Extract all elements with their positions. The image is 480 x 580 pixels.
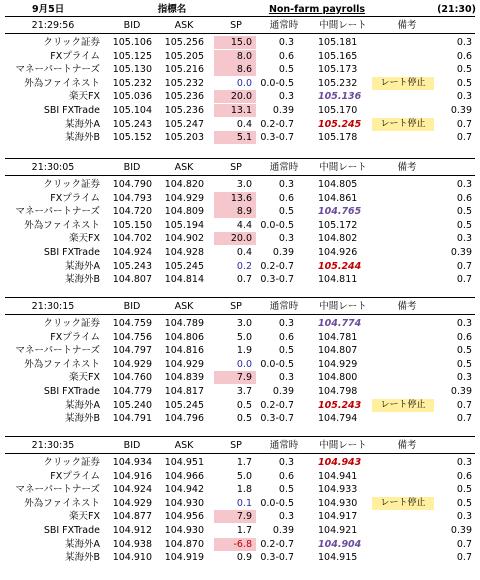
row-mid: 104.781 (318, 331, 358, 343)
row-name: 楽天FX (69, 372, 100, 384)
row-normal: 0.3 (278, 91, 294, 103)
row-mid: 104.805 (318, 179, 358, 190)
row-normal: 0.3-0.7 (260, 552, 294, 564)
row-right-spread: 0.39 (450, 105, 472, 116)
column-header-bid: BID (123, 162, 141, 173)
row-right-spread: 0.39 (450, 525, 472, 536)
row-bid: 104.929 (112, 497, 152, 509)
row-normal: 0.3 (278, 37, 294, 48)
row-sp: 3.0 (236, 318, 252, 329)
row-bid: 104.756 (112, 331, 152, 343)
row-name: FXプライム (50, 470, 100, 482)
row-bid: 105.243 (112, 260, 152, 272)
row-normal: 0.39 (272, 247, 294, 258)
row-mid: 104.930 (318, 497, 358, 509)
row-bid: 104.791 (112, 413, 152, 425)
column-header-mid: 中間レート (319, 20, 367, 31)
row-mid: 104.800 (318, 372, 358, 384)
row-bid: 105.232 (112, 77, 152, 89)
row-right-spread: 0.5 (456, 484, 472, 496)
row-ask: 104.816 (164, 345, 204, 357)
row-right-spread: 0.6 (456, 50, 472, 62)
row-bid: 105.036 (112, 91, 152, 103)
row-mid: 105.232 (318, 77, 358, 89)
row-mid: 104.861 (318, 192, 358, 204)
row-normal: 0.2-0.7 (260, 399, 294, 411)
row-right-spread: 0.5 (456, 206, 472, 218)
row-sp: 7.9 (214, 371, 256, 384)
row-bid: 104.797 (112, 345, 152, 357)
row-normal: 0.2-0.7 (260, 118, 294, 130)
row-sp: 0.4 (236, 118, 252, 130)
row-ask: 104.809 (164, 206, 204, 218)
row-bid: 104.790 (112, 179, 152, 190)
header-rule (5, 314, 475, 315)
column-header-note: 備考 (397, 440, 417, 451)
row-name: FXプライム (50, 331, 100, 343)
row-right-spread: 0.7 (456, 538, 472, 550)
row-normal: 0.6 (278, 331, 294, 343)
row-normal: 0.6 (278, 50, 294, 62)
row-mid: 105.136 (318, 91, 362, 103)
row-normal: 0.0-0.5 (260, 219, 294, 231)
row-bid: 105.130 (112, 64, 152, 76)
row-ask: 105.203 (164, 132, 204, 144)
release-time: (21:30) (437, 4, 476, 15)
row-name: 某海外A (65, 399, 100, 411)
row-normal: 0.3 (278, 179, 294, 190)
row-bid: 105.125 (112, 50, 152, 62)
row-right-spread: 0.7 (456, 118, 472, 130)
row-mid: 104.915 (318, 552, 358, 564)
row-sp: 0.4 (236, 247, 252, 258)
row-ask: 105.216 (164, 64, 204, 76)
row-name: 外為ファイネスト (24, 497, 100, 509)
row-right-spread: 0.3 (456, 233, 472, 245)
row-normal: 0.6 (278, 192, 294, 204)
row-ask: 104.839 (164, 372, 204, 384)
row-ask: 105.245 (164, 399, 204, 411)
column-header-ask: ASK (174, 301, 194, 312)
row-sp: 5.1 (214, 131, 256, 144)
row-normal: 0.3 (278, 318, 294, 329)
indicator-name: Non-farm payrolls (268, 4, 366, 15)
column-header-bid: BID (123, 301, 141, 312)
column-header-mid: 中間レート (319, 301, 367, 312)
row-bid: 105.240 (112, 399, 152, 411)
row-right-spread: 0.5 (456, 77, 472, 89)
row-sp: 15.0 (214, 36, 256, 49)
row-ask: 105.245 (164, 260, 204, 272)
row-right-spread: 0.5 (456, 358, 472, 370)
row-name: 某海外B (64, 552, 100, 564)
row-right-spread: 0.3 (456, 318, 472, 329)
row-mid: 104.921 (318, 525, 358, 536)
row-name: クリック証券 (43, 37, 100, 48)
row-mid: 104.943 (318, 457, 362, 468)
row-right-spread: 0.3 (456, 91, 472, 103)
row-right-spread: 0.7 (456, 399, 472, 411)
row-name: 某海外B (64, 274, 100, 286)
row-right-spread: 0.39 (450, 247, 472, 258)
row-ask: 104.928 (164, 247, 204, 258)
row-name: 某海外A (65, 538, 100, 550)
row-mid: 105.170 (318, 105, 358, 116)
row-right-spread: 0.7 (456, 260, 472, 272)
row-ask: 104.817 (164, 386, 204, 397)
row-mid: 105.172 (318, 219, 358, 231)
row-normal: 0.5 (278, 345, 294, 357)
row-ask: 104.796 (164, 413, 204, 425)
row-mid: 104.811 (318, 274, 358, 286)
row-right-spread: 0.5 (456, 345, 472, 357)
row-bid: 104.910 (112, 552, 152, 564)
row-normal: 0.3 (278, 233, 294, 245)
row-bid: 105.106 (112, 37, 152, 48)
header-rule (5, 175, 475, 176)
row-ask: 105.256 (164, 37, 204, 48)
row-right-spread: 0.5 (456, 64, 472, 76)
row-normal: 0.2-0.7 (260, 260, 294, 272)
row-normal: 0.3 (278, 511, 294, 523)
row-sp: 8.0 (214, 50, 256, 63)
row-right-spread: 0.3 (456, 37, 472, 48)
row-right-spread: 0.7 (456, 552, 472, 564)
row-name: SBI FXTrade (43, 386, 100, 397)
row-name: 外為ファイネスト (24, 219, 100, 231)
row-bid: 104.779 (112, 386, 152, 397)
row-right-spread: 0.3 (456, 511, 472, 523)
row-name: FXプライム (50, 50, 100, 62)
row-sp: 13.1 (214, 104, 256, 117)
rate-stop-badge: レート停止 (372, 77, 434, 90)
row-sp: 1.7 (236, 457, 252, 468)
row-name: 某海外B (64, 132, 100, 144)
row-normal: 0.3 (278, 372, 294, 384)
row-right-spread: 0.6 (456, 331, 472, 343)
row-mid: 104.941 (318, 470, 358, 482)
row-mid: 104.933 (318, 484, 358, 496)
row-mid: 104.807 (318, 345, 358, 357)
row-normal: 0.3 (278, 457, 294, 468)
row-mid: 104.798 (318, 386, 358, 397)
column-header-note: 備考 (397, 20, 417, 31)
row-normal: 0.39 (272, 105, 294, 116)
row-bid: 105.243 (112, 118, 152, 130)
row-mid: 105.173 (318, 64, 358, 76)
row-name: 外為ファイネスト (24, 77, 100, 89)
row-right-spread: 0.5 (456, 497, 472, 509)
row-ask: 105.236 (164, 91, 204, 103)
row-normal: 0.3-0.7 (260, 274, 294, 286)
block-time: 21:29:56 (31, 20, 75, 31)
date-label: 9月5日 (32, 4, 65, 15)
block-top-rule (5, 16, 475, 17)
row-ask: 104.919 (164, 552, 204, 564)
row-name: 楽天FX (69, 511, 100, 523)
row-mid: 105.243 (318, 399, 362, 411)
row-name: 外為ファイネスト (24, 358, 100, 370)
row-mid: 104.774 (318, 318, 362, 329)
row-ask: 104.902 (164, 233, 204, 245)
row-name: 某海外B (64, 413, 100, 425)
row-right-spread: 0.3 (456, 457, 472, 468)
row-bid: 104.934 (112, 457, 152, 468)
row-mid: 104.794 (318, 413, 358, 425)
row-right-spread: 0.7 (456, 132, 472, 144)
rate-stop-badge: レート停止 (372, 497, 434, 510)
row-right-spread: 0.6 (456, 192, 472, 204)
row-sp: 8.9 (214, 205, 256, 218)
header-rule (5, 453, 475, 454)
row-sp: 0.0 (236, 77, 252, 89)
row-ask: 104.806 (164, 331, 204, 343)
row-name: SBI FXTrade (43, 247, 100, 258)
row-bid: 105.152 (112, 132, 152, 144)
row-bid: 104.912 (112, 525, 152, 536)
row-sp: 1.8 (236, 484, 252, 496)
row-sp: 0.2 (236, 260, 252, 272)
row-bid: 104.916 (112, 470, 152, 482)
row-mid: 104.926 (318, 247, 358, 258)
row-bid: 104.924 (112, 484, 152, 496)
row-mid: 104.765 (318, 206, 362, 218)
row-ask: 104.930 (164, 525, 204, 536)
row-ask: 105.205 (164, 50, 204, 62)
row-normal: 0.2-0.7 (260, 538, 294, 550)
column-header-ask: ASK (174, 162, 194, 173)
row-sp: 4.4 (236, 219, 252, 231)
column-header-normal: 通常時 (269, 20, 299, 31)
row-name: FXプライム (50, 192, 100, 204)
row-name: SBI FXTrade (43, 105, 100, 116)
block-top-rule (5, 297, 475, 298)
row-mid: 104.802 (318, 233, 358, 245)
row-sp: 1.7 (236, 525, 252, 536)
row-bid: 104.877 (112, 511, 152, 523)
row-sp: 20.0 (214, 232, 256, 245)
row-ask: 104.820 (164, 179, 204, 190)
row-bid: 104.807 (112, 274, 152, 286)
column-header-mid: 中間レート (319, 440, 367, 451)
row-mid: 104.904 (318, 538, 362, 550)
row-normal: 0.5 (278, 484, 294, 496)
row-ask: 104.942 (164, 484, 204, 496)
row-sp: 13.6 (214, 192, 256, 205)
row-mid: 105.178 (318, 132, 358, 144)
row-ask: 105.194 (164, 219, 204, 231)
row-sp: 0.5 (236, 413, 252, 425)
column-header-sp: SP (230, 20, 242, 31)
row-sp: 0.5 (236, 399, 252, 411)
column-header-note: 備考 (397, 162, 417, 173)
row-ask: 105.236 (164, 105, 204, 116)
column-header-bid: BID (123, 440, 141, 451)
row-normal: 0.5 (278, 64, 294, 76)
row-name: クリック証券 (43, 179, 100, 190)
row-name: マネーパートナーズ (15, 64, 100, 76)
row-name: マネーパートナーズ (15, 206, 100, 218)
row-bid: 104.720 (112, 206, 152, 218)
row-sp: 7.9 (214, 510, 256, 523)
row-normal: 0.0-0.5 (260, 77, 294, 89)
column-header-mid: 中間レート (319, 162, 367, 173)
row-mid: 105.165 (318, 50, 358, 62)
block-time: 21:30:35 (31, 440, 75, 451)
rate-stop-badge: レート停止 (372, 118, 434, 131)
row-ask: 105.247 (164, 118, 204, 130)
row-normal: 0.6 (278, 470, 294, 482)
row-sp: 5.0 (236, 470, 252, 482)
row-right-spread: 0.7 (456, 413, 472, 425)
row-normal: 0.3-0.7 (260, 132, 294, 144)
column-header-note: 備考 (397, 301, 417, 312)
row-right-spread: 0.3 (456, 179, 472, 190)
column-header-ask: ASK (174, 440, 194, 451)
column-header-bid: BID (123, 20, 141, 31)
row-mid: 105.181 (318, 37, 358, 48)
row-ask: 104.930 (164, 497, 204, 509)
row-sp: 3.0 (236, 179, 252, 190)
row-sp: -6.8 (214, 538, 256, 551)
block-time: 21:30:05 (31, 162, 75, 173)
row-bid: 104.702 (112, 233, 152, 245)
row-right-spread: 0.3 (456, 372, 472, 384)
row-name: 楽天FX (69, 233, 100, 245)
row-sp: 0.1 (236, 497, 252, 509)
row-ask: 104.789 (164, 318, 204, 329)
row-sp: 20.0 (214, 90, 256, 103)
row-sp: 1.9 (236, 345, 252, 357)
block-time: 21:30:15 (31, 301, 75, 312)
row-name: 某海外A (65, 260, 100, 272)
column-header-sp: SP (230, 301, 242, 312)
row-sp: 0.7 (236, 274, 252, 286)
column-header-sp: SP (230, 440, 242, 451)
row-ask: 104.929 (164, 358, 204, 370)
row-bid: 104.760 (112, 372, 152, 384)
row-name: クリック証券 (43, 457, 100, 468)
row-name: SBI FXTrade (43, 525, 100, 536)
row-bid: 105.104 (112, 105, 152, 116)
row-ask: 104.929 (164, 192, 204, 204)
row-right-spread: 0.7 (456, 274, 472, 286)
row-sp: 0.0 (236, 358, 252, 370)
column-header-ask: ASK (174, 20, 194, 31)
row-bid: 104.938 (112, 538, 152, 550)
row-right-spread: 0.6 (456, 470, 472, 482)
row-ask: 104.966 (164, 470, 204, 482)
row-sp: 8.6 (214, 63, 256, 76)
row-normal: 0.5 (278, 206, 294, 218)
indicator-label: 指標名 (157, 4, 187, 15)
column-header-normal: 通常時 (269, 440, 299, 451)
row-bid: 104.929 (112, 358, 152, 370)
row-name: クリック証券 (43, 318, 100, 329)
row-ask: 104.951 (164, 457, 204, 468)
row-right-spread: 0.5 (456, 219, 472, 231)
row-bid: 104.759 (112, 318, 152, 329)
row-normal: 0.3-0.7 (260, 413, 294, 425)
header-rule (5, 33, 475, 34)
row-ask: 104.814 (164, 274, 204, 286)
row-sp: 3.7 (236, 386, 252, 397)
row-name: マネーパートナーズ (15, 345, 100, 357)
row-name: マネーパートナーズ (15, 484, 100, 496)
row-ask: 104.870 (164, 538, 204, 550)
row-bid: 104.793 (112, 192, 152, 204)
row-mid: 104.929 (318, 358, 358, 370)
row-normal: 0.0-0.5 (260, 497, 294, 509)
row-bid: 104.924 (112, 247, 152, 258)
column-header-normal: 通常時 (269, 301, 299, 312)
row-bid: 105.150 (112, 219, 152, 231)
row-mid: 104.917 (318, 511, 358, 523)
column-header-sp: SP (230, 162, 242, 173)
row-sp: 0.9 (236, 552, 252, 564)
row-mid: 105.245 (318, 118, 362, 130)
row-sp: 5.0 (236, 331, 252, 343)
rate-stop-badge: レート停止 (372, 399, 434, 412)
column-header-normal: 通常時 (269, 162, 299, 173)
row-ask: 104.956 (164, 511, 204, 523)
row-mid: 105.244 (318, 260, 362, 272)
row-ask: 105.232 (164, 77, 204, 89)
block-top-rule (5, 436, 475, 437)
block-top-rule (5, 158, 475, 159)
row-right-spread: 0.39 (450, 386, 472, 397)
row-name: 某海外A (65, 118, 100, 130)
row-normal: 0.39 (272, 386, 294, 397)
row-normal: 0.39 (272, 525, 294, 536)
row-name: 楽天FX (69, 91, 100, 103)
row-normal: 0.0-0.5 (260, 358, 294, 370)
